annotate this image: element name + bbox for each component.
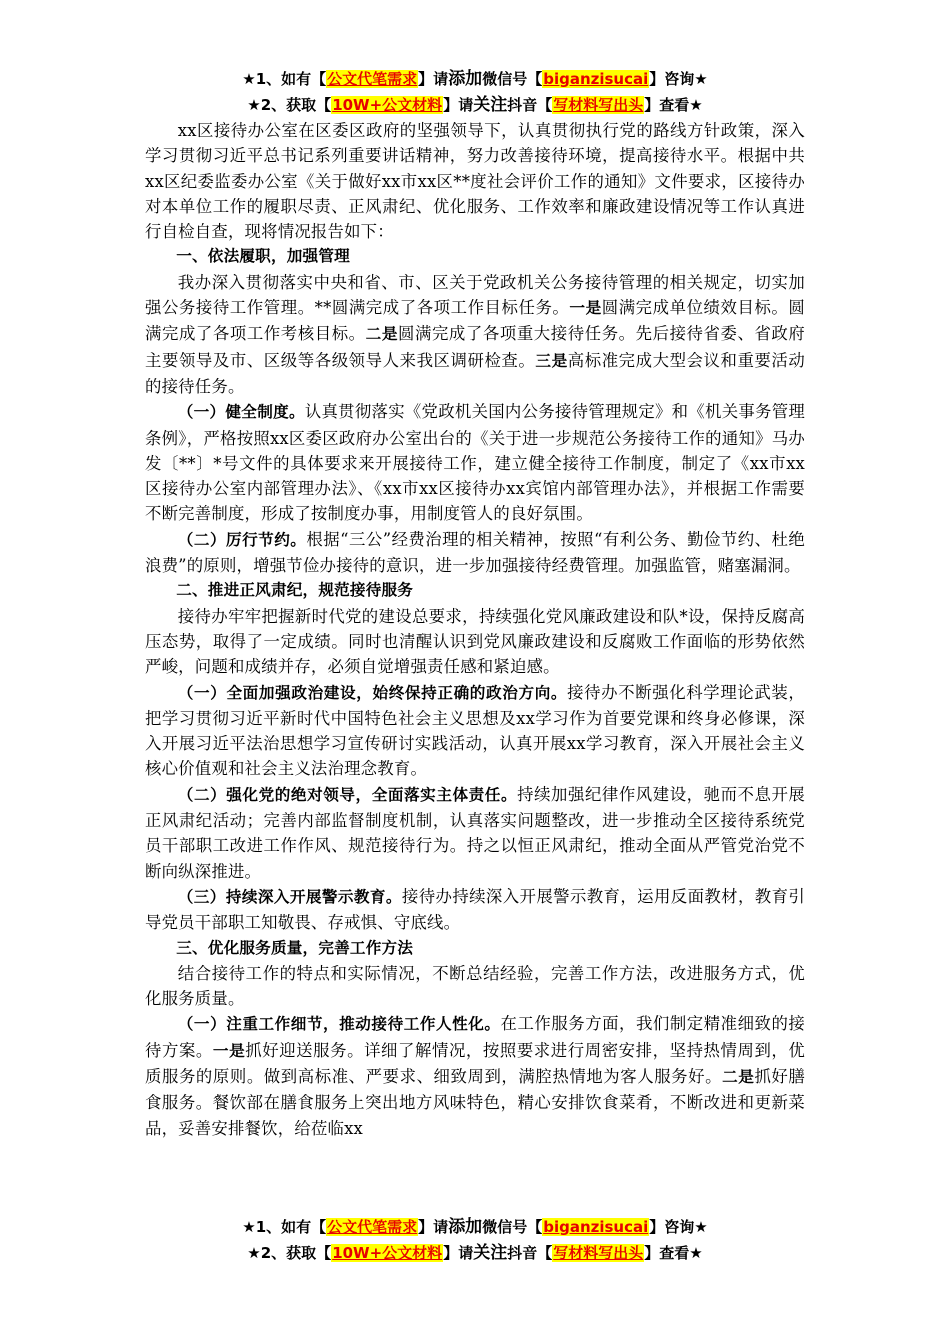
subsection-2-1: （一）全面加强政治建设，始终保持正确的政治方向。接待办不断强化科学理论武装，把学习贯彻习近平新时代中国特色社会主义思想及xx学习作为首要党课和终身必修课，深入开展习近平法治思想学习宣传研讨实践活动，认真开展xx学习教育，深入开展社会主义核心价值观和社会主义法治理念教育。 <box>145 682 805 779</box>
highlight-wechat-id: biganzisucai <box>543 1218 649 1236</box>
subsection-1-2: （二）厉行节约。根据“三公”经费治理的相关精神，按照“有利公务、勤俭节约、杜绝浪费”的原则，增强节俭办接待的意识，进一步加强接待经费管理。加强监管，赌塞漏洞。 <box>145 529 805 576</box>
subsection-2-3: （三）持续深入开展警示教育。接待办持续深入开展警示教育，运用反面教材，教育引导党员干部职工知敬畏、存戒惧、守底线。 <box>145 886 805 933</box>
highlight-douyin: 写材料写出头 <box>553 96 644 114</box>
highlight-service: 公文代笔需求 <box>327 70 418 88</box>
highlight-wechat-id: biganzisucai <box>543 70 649 88</box>
subsection-2-2: （二）强化党的绝对领导，全面落实主体责任。持续加强纪律作风建设，驰而不息开展正风肃纪活动；完善内部监督制度机制，认真落实问题整改，进一步推动全区接待系统党员干部职工改进工作作风、规范接待行为。持之以恒正风肃纪，推动全面从严管党治党不断向纵深推进。 <box>145 784 805 881</box>
subsection-3-1: （一）注重工作细节，推动接待工作人性化。在工作服务方面，我们制定精准细致的接待方案。一是抓好迎送服务。详细了解情况，按照要求进行周密安排，坚持热情周到，优质服务的原则。做到高标准、严要求、细致周到，满腔热情地为客人服务好。二是抓好膳食服务。餐饮部在膳食服务上突出地方风味特色，精心安排饮食菜肴，不断改进和更新菜品，妥善安排餐饮，给莅临xx <box>145 1014 805 1138</box>
section-2-paragraph: 接待办牢牢把握新时代党的建设总要求，持续强化党风廉政建设和队*设，保持反腐高压态势，取得了一定成绩。同时也清醒认识到党风廉政建设和反腐败工作面临的形势依然严峻，问题和成绩并存，必须自觉增强责任感和紧迫感。 <box>145 606 805 677</box>
highlight-materials: 10W+公文材料 <box>332 1244 443 1262</box>
section-3-paragraph: 结合接待工作的特点和实际情况，不断总结经验，完善工作方法，改进服务方式，优化服务质量。 <box>145 963 805 1009</box>
header-banner-line1: ★1、如有【公文代笔需求】请添加微信号【biganzisucai】咨询★ <box>242 69 708 89</box>
intro-paragraph: xx区接待办公室在区委区政府的坚强领导下，认真贯彻执行党的路线方针政策，深入学习贯彻习近平总书记系列重要讲话精神，努力改善接待环境，提高接待水平。根据中共xx区纪委监委办公室《关于做好xx市xx区**度社会评价工作的通知》文件要求，区接待办对本单位工作的履职尽责、正风肃纪、优化服务、工作效率和廉政建设情况等工作认真进行自检自查，现将情况报告如下： <box>145 121 805 242</box>
highlight-service: 公文代笔需求 <box>327 1218 418 1236</box>
section-heading-1: 一、依法履职，加强管理 <box>176 247 350 266</box>
highlight-douyin: 写材料写出头 <box>553 1244 644 1262</box>
header-banner-line2: ★2、获取【10W+公文材料】请关注抖音【写材料写出头】查看★ <box>247 95 703 115</box>
highlight-materials: 10W+公文材料 <box>332 96 443 114</box>
subsection-1-1: （一）健全制度。认真贯彻落实《党政机关国内公务接待管理规定》和《机关事务管理条例》，严格按照xx区委区政府办公室出台的《关于进一步规范公务接待工作的通知》马办发〔**〕*号文件的具体要求来开展接待工作，建立健全接待工作制度，制定了《xx市xx区接待办公室内部管理办法》、《xx市xx区接待办xx宾馆内部管理办法》，并根据工作需要不断完善制度，形成了按制度办事，用制度管人的良好氛围。 <box>145 402 805 524</box>
section-heading-3: 三、优化服务质量，完善工作方法 <box>176 938 414 957</box>
document-body <box>145 118 805 1141</box>
section-1-paragraph: 我办深入贯彻落实中央和省、市、区关于党政机关公务接待管理的相关规定，切实加强公务接待工作管理。**圆满完成了各项工作目标任务。一是圆满完成单位绩效目标。圆满完成了各项工作考核目标。二是圆满完成了各项重大接待任务。先后接待省委、省政府主要领导及市、区级等各级领导人来我区调研检查。三是高标准完成大型会议和重要活动的接待任务。 <box>145 272 805 396</box>
footer-banner-line1: ★1、如有【公文代笔需求】请添加微信号【biganzisucai】咨询★ <box>242 1217 708 1237</box>
section-heading-2: 二、推进正风肃纪，规范接待服务 <box>176 581 414 600</box>
footer-banner-line2: ★2、获取【10W+公文材料】请关注抖音【写材料写出头】查看★ <box>247 1243 703 1263</box>
